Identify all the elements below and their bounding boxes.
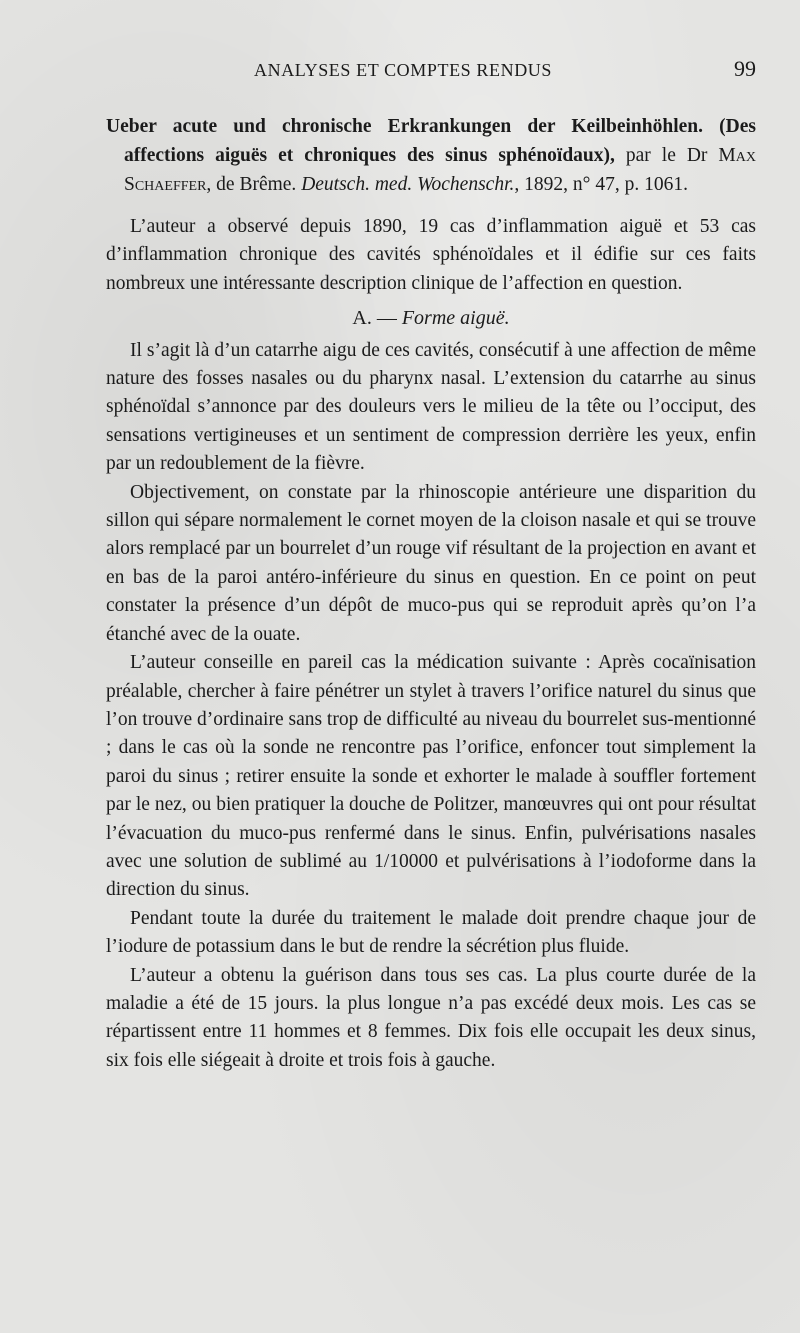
article-body bbox=[106, 112, 756, 1075]
page-number: 99 bbox=[734, 56, 756, 81]
author-prefix: Dr bbox=[686, 145, 719, 166]
citation-details: , 1892, n° 47, p. 1061. bbox=[514, 174, 688, 195]
section-title: Forme aiguë. bbox=[401, 307, 510, 330]
running-title: ANALYSES ET COMPTES RENDUS bbox=[254, 60, 553, 80]
body-paragraph: Objectivement, on constate par la rhinoscopie antérieure une disparition du sillon qui sépare normalement le cornet moyen de la cloison nasale et qui se trouve alors remplacé par un bourrelet d’un rouge vif résultant de la projection en avant et en bas de la paroi antéro-inférieure du sinus en question. En ce point on peut constater la présence d’un dépôt de muco-pus qui se reproduit après qu’on l’a étanché avec de la ouate. bbox=[106, 481, 756, 645]
body-paragraph: Pendant toute la durée du traitement le malade doit prendre chaque jour de l’iodure de potassium dans le but de rendre la sécrétion plus fluide. bbox=[106, 907, 756, 958]
page-header bbox=[106, 56, 756, 86]
author-name: Max Schaeffer bbox=[124, 145, 756, 195]
section-heading bbox=[106, 304, 756, 332]
article-by: par le bbox=[614, 145, 687, 166]
article-citation bbox=[106, 112, 756, 199]
journal-name: Deutsch. med. Wochenschr. bbox=[301, 174, 515, 195]
article-title: Ueber acute und chronische Erkrankungen der Keilbeinhöhlen. (Des affections aiguës et chroniques des sinus sphénoïdaux), bbox=[106, 116, 756, 166]
intro-paragraph: L’auteur a observé depuis 1890, 19 cas d’inflammation aiguë et 53 cas d’inflammation chronique des cavités sphénoïdales et il édifie sur ces faits nombreux une intéressante description clinique de l’affection en question. bbox=[106, 216, 756, 294]
body-paragraph: L’auteur a obtenu la guérison dans tous ses cas. La plus courte durée de la maladie a été de 15 jours. la plus longue n’a pas excédé deux mois. Les cas se répartissent entre 11 hommes et 8 femmes. Dix fois elle occupait les deux sinus, six fois elle siégeait à droite et trois fois à gauche. bbox=[106, 964, 756, 1071]
section-label: A. — bbox=[352, 307, 402, 330]
body-paragraph: Il s’agit là d’un catarrhe aigu de ces cavités, consécutif à une affection de même nature des fosses nasales ou du pharynx nasal. L’extension du catarrhe au sinus sphénoïdal s’annonce par des douleurs vers le milieu de la tête ou l’occiput, des sensations vertigineuses et un sentiment de compression derrière les yeux, enfin par un redoublement de la fièvre. bbox=[106, 339, 756, 475]
body-paragraph: L’auteur conseille en pareil cas la médication suivante : Après cocaïnisation préalable, chercher à faire pénétrer un stylet à travers l’orifice naturel du sinus que l’on trouve d’ordinaire sans trop de difficulté au niveau du bourrelet sus-mentionné ; dans le cas où la sonde ne rencontre pas l’orifice, enfoncer tout simplement la paroi du sinus ; retirer ensuite la sonde et exhorter le malade à souffler fortement par le nez, ou bien pratiquer la douche de Politzer, manœuvres qui ont pour résultat l’évacuation du muco-pus renfermé dans le sinus. Enfin, pulvérisations nasales avec une solution de sublimé au 1/10000 et pulvérisations à l’iodoforme dans la direction du sinus. bbox=[106, 652, 756, 901]
author-place: , de Brême. bbox=[206, 174, 302, 195]
